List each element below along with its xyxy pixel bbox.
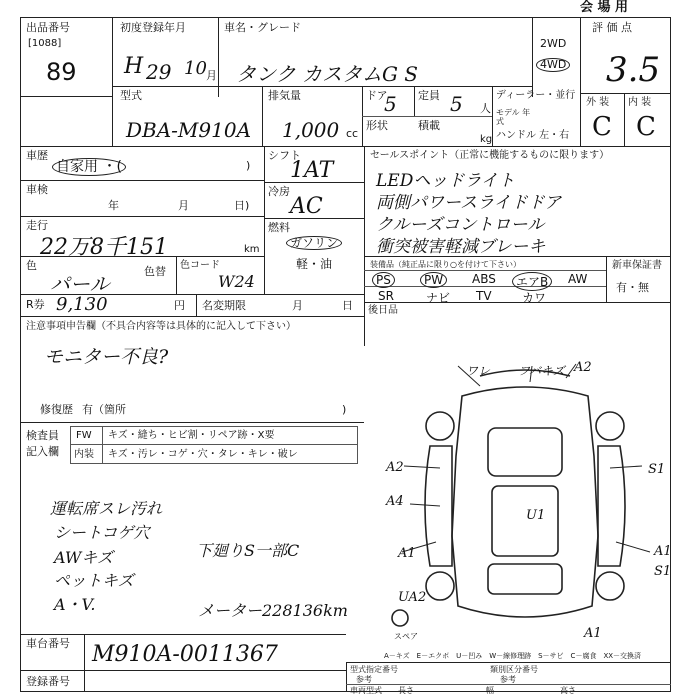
dealer-label: ディーラー・並行 [496, 90, 576, 101]
reg-month: 10 [184, 58, 207, 79]
inspection-label: 車検 [26, 183, 48, 196]
diagram-code-3: A2 [574, 360, 592, 375]
chassis-label: 車台番号 [26, 637, 70, 650]
diagram-code-8: A1 [398, 546, 416, 561]
diagram-code-4: A2 [386, 460, 404, 475]
recycle-label: R券 [26, 298, 45, 311]
equip-sr: SR [378, 289, 394, 303]
registration-number-label: 登録番号 [26, 675, 70, 688]
wheel-front-left [426, 412, 454, 440]
diagram-code-2: フバキズ [518, 364, 565, 378]
shift-label: シフト [268, 149, 301, 162]
reg-year: 29 [146, 60, 172, 84]
category-value [52, 156, 126, 176]
fw-items: キズ・縫ち・ヒビ割・リペア跡・X要 [108, 430, 275, 441]
repair-close: ) [342, 403, 347, 416]
selling-point-3: クルーズコントロール [376, 215, 545, 235]
wheel-rear-left [426, 572, 454, 600]
spare-label: スペア [394, 632, 418, 641]
selling-point-4: 衝突被害軽減ブレーキ [376, 237, 546, 257]
capacity-label: 定員 [418, 89, 440, 102]
capacity-value: 5 [450, 92, 463, 116]
chassis-value: M910A-0011367 [92, 642, 278, 667]
reference-1: 参考 [356, 675, 372, 684]
color-label: 色 [26, 259, 37, 272]
model-label: 型式 [120, 89, 142, 102]
selling-points-label: セールスポイント（正常に機能するものに限ります） [370, 150, 610, 161]
ac-label: 冷房 [268, 185, 290, 198]
color-code-label: 色コード [180, 260, 220, 271]
recycle-value: 9,130 [56, 294, 108, 315]
diagram-code-5: A4 [386, 494, 404, 509]
handle-label: ハンドル 左・右 [496, 130, 570, 141]
reg-era: H [124, 54, 144, 79]
interior-grade: C [636, 112, 656, 142]
selling-point-2: 両側パワースライドドア [376, 193, 562, 213]
diagram-code-7: U1 [526, 508, 546, 523]
diagram-code-12: A1 [584, 626, 602, 641]
comment-2: シートコゲ穴 [54, 523, 150, 542]
equip-navi: ナビ [426, 291, 451, 305]
reference-2: 参考 [500, 675, 516, 684]
car-name-label: 車名・グレード [224, 21, 301, 34]
new-car-warranty-value: 有・無 [616, 281, 649, 294]
drive-2wd: 2WD [540, 37, 567, 50]
transfer-label: 名変期限 [202, 299, 246, 312]
inspector-label-1: 検査員 [26, 429, 59, 442]
equip-ps: PS [372, 272, 395, 288]
ac-value: AC [290, 194, 323, 219]
category-close: ) [246, 159, 251, 172]
damage-legend: A－キズ E－エクボ U－凹み W－線修理跡 S－サビ C－腐食 XX－交換済 [384, 652, 642, 660]
fw-label: FW [76, 430, 92, 441]
comment-3: AWキズ [54, 548, 114, 567]
equipment-label: 装備品（純正品に限り○を付けて下さい） [370, 260, 521, 269]
inspection-year: 年 [108, 199, 119, 212]
body-outline-shape [452, 387, 598, 617]
lot-label: 出品番号 [26, 21, 70, 34]
repair-label: 修復歴 [40, 403, 73, 416]
vehicle-type-label: 車両型式 [350, 686, 382, 695]
right-note-2: メーター228136km [198, 601, 348, 620]
model-year-label: モデル 年式 [496, 108, 531, 126]
car-name-value: タンク カスタムG S [236, 62, 418, 86]
venue-label: 会 場 用 [580, 0, 629, 15]
width-label: 幅 [486, 686, 494, 695]
transfer-day: 日 [342, 299, 353, 312]
rear-window-shape [488, 564, 562, 594]
diagram-code-10: S1 [654, 564, 672, 579]
equip-tv: TV [476, 289, 492, 303]
interior-items: キズ・汚レ・コゲ・穴・タレ・キレ・破レ [108, 449, 298, 460]
spare-wheel [392, 610, 408, 626]
private-use-circled: 自家用 ・( [52, 158, 126, 176]
mileage-value: 22万8千151 [40, 235, 168, 260]
model-value: DBA-M910A [126, 118, 252, 142]
right-note-1: 下廻りS一部C [196, 541, 300, 560]
comment-4: ペットキズ [54, 571, 134, 590]
type-designation-label: 型式指定番号 [350, 665, 398, 674]
doors-value: 5 [384, 92, 397, 116]
exterior-grade: C [592, 112, 612, 142]
displacement-value: 1,000 [282, 118, 340, 142]
height-label: 高さ [560, 686, 576, 695]
equip-pw: PW [420, 272, 447, 288]
shift-value: 1AT [290, 158, 334, 183]
fuel-alt: 軽・油 [296, 257, 333, 271]
diagram-code-6: S1 [648, 462, 666, 477]
displacement-label: 排気量 [268, 89, 301, 102]
load-label: 積載 [418, 119, 440, 132]
equip-airbag: エアB [512, 272, 552, 291]
diagram-code-1: ワレ [466, 364, 491, 378]
person-unit: 人 [480, 102, 491, 115]
diagram-code-9: A1 [654, 544, 672, 559]
cc-unit: cc [346, 127, 359, 140]
km-unit: km [244, 244, 260, 255]
lot-code: [1088] [28, 38, 62, 49]
notes-text: モニター不良? [44, 346, 169, 368]
equip-aw: AW [568, 272, 588, 286]
inspector-label-2: 記入欄 [26, 445, 59, 458]
notes-label: 注意事項申告欄（不具合内容等は具体的に記入して下さい） [26, 321, 296, 332]
color-value: パール [50, 272, 110, 296]
wheel-front-right [596, 412, 624, 440]
lot-number: 89 [46, 58, 77, 86]
fuel-gasoline: ガソリン [286, 236, 342, 250]
color-code-value: W24 [218, 272, 255, 291]
registration-label: 初度登録年月 [120, 21, 186, 34]
score-label: 評 価 点 [592, 21, 632, 34]
reg-month-unit: 月 [206, 69, 217, 82]
mileage-label: 走行 [26, 219, 48, 232]
windshield-shape [488, 428, 562, 476]
doors-label: ドア [366, 89, 388, 102]
comment-1: 運転席スレ汚れ [50, 499, 163, 518]
length-label: 長さ [398, 686, 414, 695]
comment-5: A・V. [54, 595, 96, 614]
shape-label: 形状 [366, 119, 388, 132]
transfer-month: 月 [292, 299, 303, 312]
kg-unit: kg [480, 134, 493, 145]
diagram-code-11: UA2 [398, 590, 427, 605]
drive-4wd: 4WD [536, 58, 570, 72]
interior-inspect-label: 内装 [74, 449, 94, 460]
roof-shape [492, 486, 558, 556]
yen-unit: 円 [174, 299, 185, 312]
selling-point-1: LEDヘッドライト [376, 171, 515, 191]
inspection-month: 月 [178, 199, 189, 212]
equip-leather: カワ [522, 291, 547, 305]
right-side-shape [598, 446, 625, 566]
new-car-warranty-label: 新車保証書 [612, 260, 662, 271]
equip-abs: ABS [472, 272, 496, 286]
repair-value: 有（箇所 [82, 403, 126, 416]
fuel-label: 燃料 [268, 221, 290, 234]
tone-label: 色替 [144, 265, 166, 278]
inspection-day: 日) [234, 199, 250, 212]
aftermarket-label: 後日品 [368, 305, 398, 316]
category-label: 車歴 [26, 149, 48, 162]
wheel-rear-right [596, 572, 624, 600]
category-number-label: 類別区分番号 [490, 665, 538, 674]
score-value: 3.5 [606, 50, 661, 90]
exterior-label: 外 装 [586, 97, 610, 108]
interior-label: 内 装 [628, 97, 652, 108]
